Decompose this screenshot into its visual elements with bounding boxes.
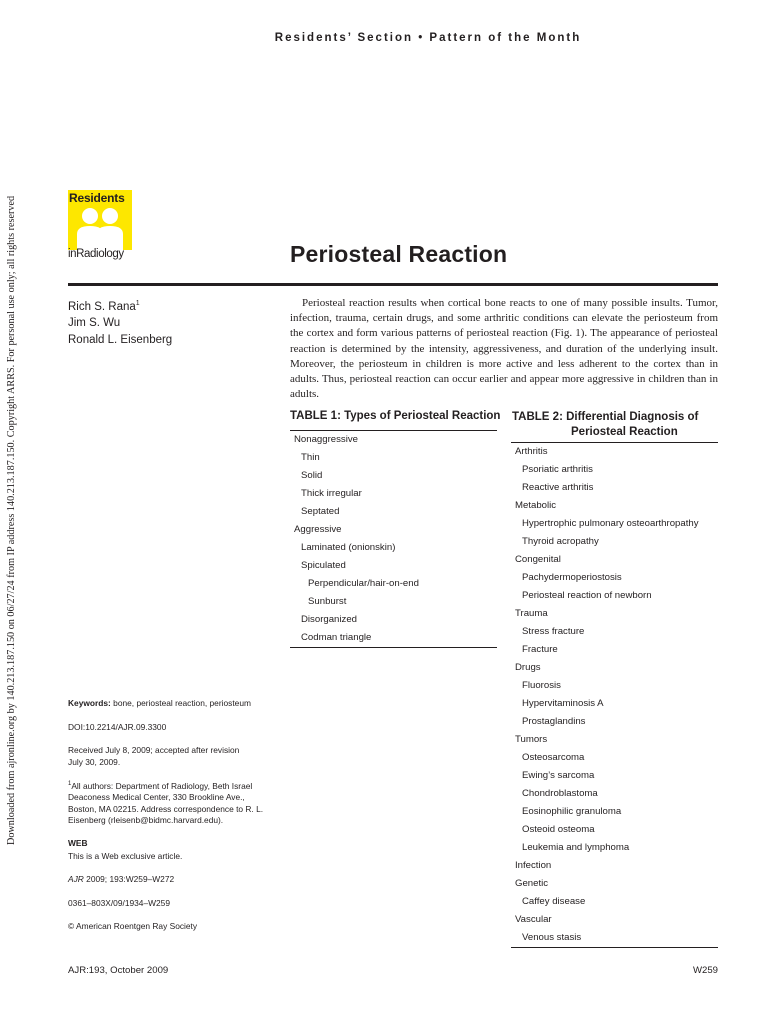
table-row: Solid: [301, 470, 323, 481]
residents-in-radiology-logo: [68, 190, 132, 264]
table-row: Drugs: [515, 662, 541, 673]
running-header: Residents’ Section • Pattern of the Month: [274, 32, 582, 44]
table2-body: [511, 443, 718, 947]
table-row: Hypertrophic pulmonary osteoarthropathy: [522, 518, 699, 529]
received-dates: Received July 8, 2009; accepted after revision July 30, 2009.: [68, 745, 240, 767]
download-notice-text: Downloaded from ajronline.org by 140.213.187.150 on 06/27/24 from IP address 140.213.187.150. Copyright ARRS. For personal use only; all rights reserved: [6, 195, 17, 845]
table-row: Thyroid acropathy: [522, 536, 599, 547]
logo-top-text: Residents: [69, 191, 125, 205]
intro-paragraph: Periosteal reaction results when cortical bone reacts to one of many possible insults. Tumor, infection, trauma, certain drugs, and some arthritic conditions can elevate the periosteum from the cortex and form various patterns of periosteal reaction (Fig. 1). The appearance of periosteal reaction is determined by the intensity, aggressiveness, and duration of the underlying insult. Moreover, the periosteum in children is more active and less adherent to the cortex than in adults. Thus, periosteal reaction can occur earlier and appear more aggressive in children than in adults.: [290, 297, 718, 401]
issn: 0361–803X/09/1934–W259: [68, 898, 170, 908]
author-list: [68, 296, 172, 348]
article-title: Periosteal Reaction: [290, 241, 508, 267]
table-row: Septated: [301, 506, 340, 517]
author-name: Rich S. Rana$^1$: [68, 300, 140, 313]
table-row: Thin: [301, 452, 320, 463]
table-row: Ewing’s sarcoma: [522, 770, 595, 781]
table-row: Congenital: [515, 554, 561, 565]
table1-title: TABLE 1: Types of Periosteal Reaction: [290, 410, 501, 422]
table-row: Chondroblastoma: [522, 788, 598, 799]
table-row: Laminated (onionskin): [301, 542, 396, 553]
logo-bottom-text: inRadiology: [68, 248, 124, 260]
table-row: Metabolic: [515, 500, 557, 511]
table2-title-line1: TABLE 2: Differential Diagnosis of: [512, 411, 699, 423]
table-row: Nonaggressive: [294, 434, 358, 445]
table2-title-line2: Periosteal Reaction: [571, 425, 678, 438]
table-rule: [511, 947, 718, 948]
table-row: Sunburst: [308, 596, 347, 607]
keywords: Keywords: bone, periosteal reaction, periosteum: [68, 698, 251, 708]
table-row: Eosinophilic granuloma: [522, 806, 622, 817]
citation: AJR 2009; 193:W259–W272: [68, 874, 175, 884]
table-row: Venous stasis: [522, 932, 582, 943]
table-row: Hypervitaminosis A: [522, 698, 604, 709]
table-row: Osteoid osteoma: [522, 824, 595, 835]
table-row: Reactive arthritis: [522, 482, 594, 493]
table-row: Genetic: [515, 878, 549, 889]
table2: [511, 442, 718, 948]
table-row: Leukemia and lymphoma: [522, 842, 630, 853]
table-row: Tumors: [515, 734, 548, 745]
affiliation: $^1$All authors: Department of Radiology, Beth Israel Deaconess Medical Center, 330 Brookline Ave., Boston, MA 02215. Address correspondence to R. L. Eisenberg (rleisenb@bidmc.harvard.edu).: [68, 780, 264, 826]
doi: DOI:10.2214/AJR.09.3300: [68, 722, 167, 732]
table-row: Thick irregular: [301, 488, 362, 499]
table-row: Trauma: [515, 608, 548, 619]
table-rule: [290, 647, 497, 648]
author-name: Jim S. Wu: [68, 317, 121, 330]
table-row: Stress fracture: [522, 626, 585, 637]
web-text: This is a Web exclusive article.: [68, 851, 183, 861]
table-row: Disorganized: [301, 614, 357, 625]
download-notice: [5, 178, 19, 845]
table-row: Fracture: [522, 644, 558, 655]
table-row: Periosteal reaction of newborn: [522, 590, 652, 601]
table-row: Spiculated: [301, 560, 346, 571]
title-rule: [68, 283, 718, 286]
author-name: Ronald L. Eisenberg: [68, 333, 173, 346]
table-row: Caffey disease: [522, 896, 586, 907]
table2-title: [512, 410, 698, 439]
table-row: Fluorosis: [522, 680, 561, 691]
table-row: Vascular: [515, 914, 552, 925]
footer-page-number: W259: [692, 965, 718, 976]
copyright: © American Roentgen Ray Society: [68, 921, 198, 931]
table1-body: [290, 431, 497, 647]
logo-yellow-box: [68, 190, 132, 250]
table-row: Prostaglandins: [522, 716, 586, 727]
table-row: Arthritis: [515, 446, 548, 457]
web-label: WEB: [68, 838, 88, 848]
table-row: Aggressive: [294, 524, 342, 535]
table-row: Perpendicular/hair-on-end: [308, 578, 419, 589]
footer-journal: AJR:193, October 2009: [68, 965, 169, 976]
table-row: Psoriatic arthritis: [522, 464, 593, 475]
table-row: Codman triangle: [301, 632, 372, 643]
table-row: Pachydermoperiostosis: [522, 572, 622, 583]
table-row: Osteosarcoma: [522, 752, 585, 763]
table1: [290, 430, 497, 648]
table-row: Infection: [515, 860, 552, 871]
